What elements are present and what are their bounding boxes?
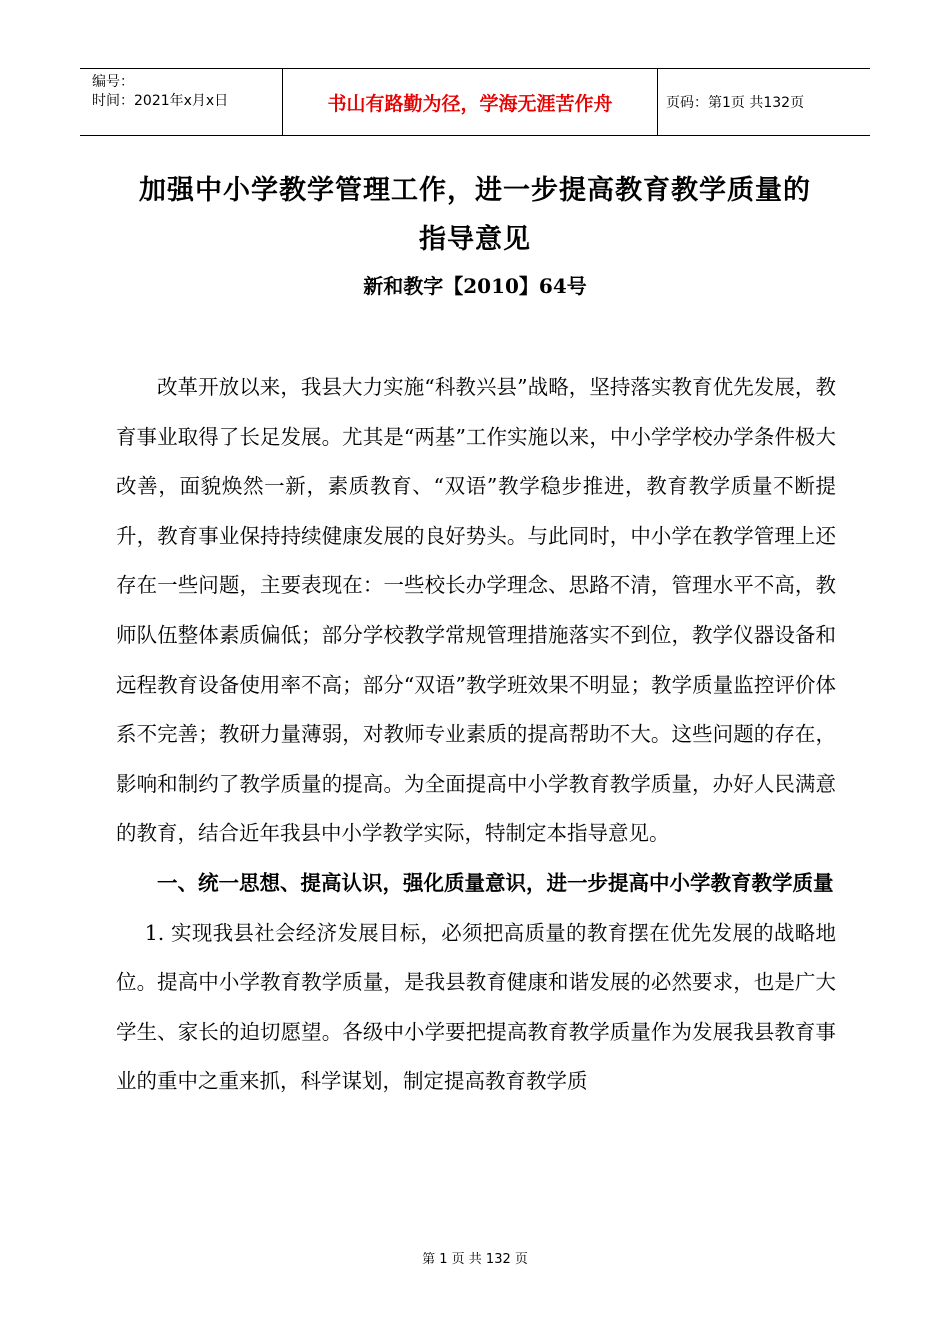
list-item-1: 1. 实现我县社会经济发展目标，必须把高质量的教育摆在优先发展的战略地位。提高中小学教育教学质量，是我县教育健康和谐发展的必然要求，也是广大学生、家长的迫切愿望。各级中小学要把提高教育教学质量作为发展我县教育事业的重中之重来抓，科学谋划，制定提高教育教学质: [116, 920, 836, 1094]
document-body: [116, 363, 836, 1107]
document-title-line1: 加强中小学教学管理工作，进一步提高教育教学质量的: [139, 175, 811, 206]
header-motto: 书山有路勤为径，学海无涯苦作舟: [282, 69, 658, 135]
time-label: 时间：2021年x月x日: [92, 93, 229, 109]
document-number: 新和教字【2010】64号: [363, 274, 587, 298]
section-heading-1: 一、统一思想、提高认识，强化质量意识，进一步提高中小学教育教学质量: [157, 870, 834, 895]
document-title-line2: 指导意见: [419, 224, 531, 255]
paragraph-intro: 改革开放以来，我县大力实施“科教兴县”战略，坚持落实教育优先发展，教育事业取得了长足发展。尤其是“两基”工作实施以来，中小学学校办学条件极大改善，面貌焕然一新，素质教育、“双语”教学稳步推进，教育教学质量不断提升，教育事业保持持续健康发展的良好势头。与此同时，中小学在教学管理上还存在一些问题，主要表现在：一些校长办学理念、思路不清，管理水平不高，教师队伍整体素质偏低；部分学校教学常规管理措施落实不到位，教学仪器设备和远程教育设备使用率不高；部分“双语”教学班效果不明显；教学质量监控评价体系不完善；教研力量薄弱，对教师专业素质的提高帮助不大。这些问题的存在，影响和制约了教学质量的提高。为全面提高中小学教育教学质量，办好人民满意的教育，结合近年我县中小学教学实际，特制定本指导意见。: [116, 375, 836, 846]
page-footer: 第 1 页 共 132 页: [422, 1252, 528, 1267]
header-page-info: 页码：第1页 共132页: [666, 95, 805, 111]
number-label: 编号：: [92, 74, 134, 90]
page-header: [80, 68, 870, 136]
header-meta: [80, 69, 282, 135]
